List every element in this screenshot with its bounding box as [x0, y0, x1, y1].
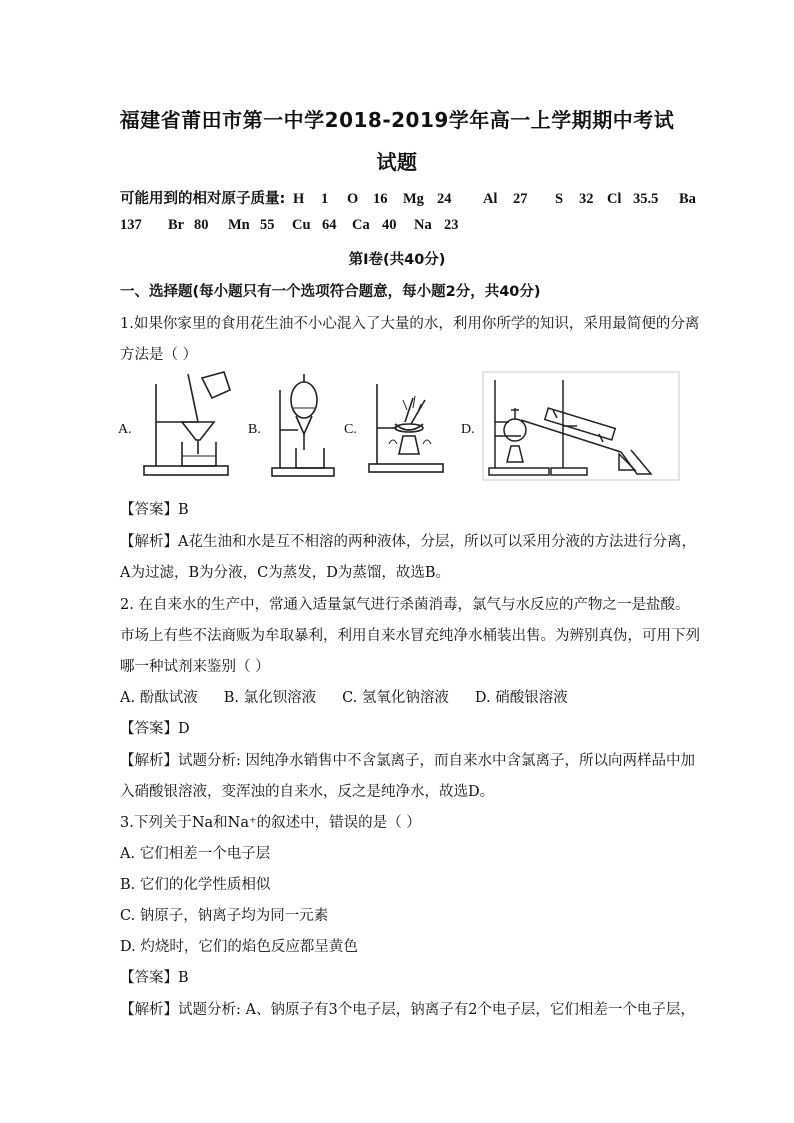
q2-analysis-line1: 【解析】试题分析: 因纯净水销售中不含氯离子，而自来水中含氯离子，所以向两样品中加 [120, 753, 695, 769]
atomic-mass-item: 27 [512, 191, 528, 207]
atomic-mass-row1 [120, 187, 696, 208]
atomic-mass-item: 32 [578, 191, 594, 207]
q1-answer: 【答案】B [120, 502, 189, 518]
atomic-mass-item: 55 [260, 217, 275, 233]
atomic-mass-item: Cl [606, 191, 622, 207]
atomic-mass-item: 137 [120, 217, 142, 233]
evaporation-apparatus-image [363, 370, 448, 482]
q3-option-d: D. 灼烧时，它们的焰色反应都呈黄色 [120, 939, 358, 955]
atomic-mass-item: 35.5 [632, 191, 659, 207]
atomic-mass-item: 80 [194, 217, 209, 233]
atomic-mass-item: 40 [382, 217, 397, 233]
q2-option-d: D. 硝酸银溶液 [474, 690, 568, 706]
q2-option-b: B. 氯化钡溶液 [223, 690, 317, 706]
distillation-apparatus-image [481, 370, 681, 482]
atomic-mass-item: O [346, 191, 359, 207]
q2-option-c: C. 氢氧化钠溶液 [342, 690, 449, 706]
q1-figure-label-a: A. [118, 422, 132, 437]
atomic-mass-item: Mg [402, 191, 424, 207]
section-heading: 一、选择题(每小题只有一个选项符合题意，每小题2分，共40分) [120, 284, 541, 300]
atomic-mass-item: 23 [444, 217, 459, 233]
q1-figure-label-b: B. [248, 422, 261, 437]
atomic-mass-item: H [292, 191, 305, 207]
atomic-mass-item: 16 [372, 191, 388, 207]
q3-stem-line1: 3.下列关于Na和Na⁺的叙述中，错误的是（ ） [120, 815, 421, 831]
q1-figure-row [118, 370, 688, 485]
atomic-mass-item: Cu [292, 217, 311, 233]
filtration-apparatus-image [136, 370, 236, 482]
q1-stem-line2: 方法是（ ） [120, 347, 198, 363]
q2-stem-line2: 市场上有些不法商贩为牟取暴利，利用自来水冒充纯净水桶装出售。为辨别真伪，可用下列 [120, 628, 700, 644]
separatory-funnel-image [268, 370, 338, 482]
atomic-mass-row2 [120, 217, 680, 234]
q1-analysis-line2: A为过滤，B为分液，C为蒸发，D为蒸馏，故选B。 [120, 565, 451, 581]
document-title-line1: 福建省莆田市第一中学2018-2019学年高一上学期期中考试 [119, 108, 675, 132]
volume-heading: 第Ⅰ卷(共40分) [348, 252, 446, 268]
q2-answer: 【答案】D [120, 721, 190, 737]
atomic-mass-item: Mn [228, 217, 250, 233]
q2-option-a: A. 酚酞试液 [120, 690, 198, 706]
atomic-mass-item: Ba [678, 191, 696, 207]
q3-option-a: A. 它们相差一个电子层 [120, 846, 271, 862]
q1-figure-label-c: C. [344, 422, 357, 437]
q3-analysis-line1: 【解析】试题分析: A、钠原子有3个电子层，钠离子有2个电子层，它们相差一个电子层， [120, 1002, 695, 1018]
q2-options [120, 686, 680, 707]
atomic-mass-item: Br [168, 217, 185, 233]
atomic-mass-item: Al [482, 191, 498, 207]
q2-analysis-line2: 入硝酸银溶液，变浑浊的自来水，反之是纯净水，故选D。 [120, 784, 495, 800]
q1-figure-label-d: D. [461, 422, 475, 437]
q2-stem-line3: 哪一种试剂来鉴别（ ） [120, 659, 270, 675]
q1-stem-line1: 1.如果你家里的食用花生油不小心混入了大量的水，利用你所学的知识，采用最简便的分离 [120, 316, 700, 332]
atomic-mass-item: Na [414, 217, 432, 233]
atomic-mass-item: 1 [320, 191, 329, 207]
q3-answer: 【答案】B [120, 970, 189, 986]
q3-option-c: C. 钠原子，钠离子均为同一元素 [120, 908, 329, 924]
atomic-mass-item: 64 [322, 217, 337, 233]
atomic-mass-item: Ca [352, 217, 370, 233]
atomic-mass-item: S [554, 191, 564, 207]
q1-analysis-line1: 【解析】A花生油和水是互不相溶的两种液体，分层，所以可以采用分液的方法进行分离， [120, 534, 696, 550]
q2-stem-line1: 2. 在自来水的生产中，常通入适量氯气进行杀菌消毒，氯气与水反应的产物之一是盐酸。 [120, 597, 690, 613]
atomic-mass-label: 可能用到的相对原子质量: [120, 191, 286, 207]
atomic-mass-item: 24 [436, 191, 452, 207]
q3-option-b: B. 它们的化学性质相似 [120, 877, 271, 893]
document-title-line2: 试题 [376, 150, 418, 174]
